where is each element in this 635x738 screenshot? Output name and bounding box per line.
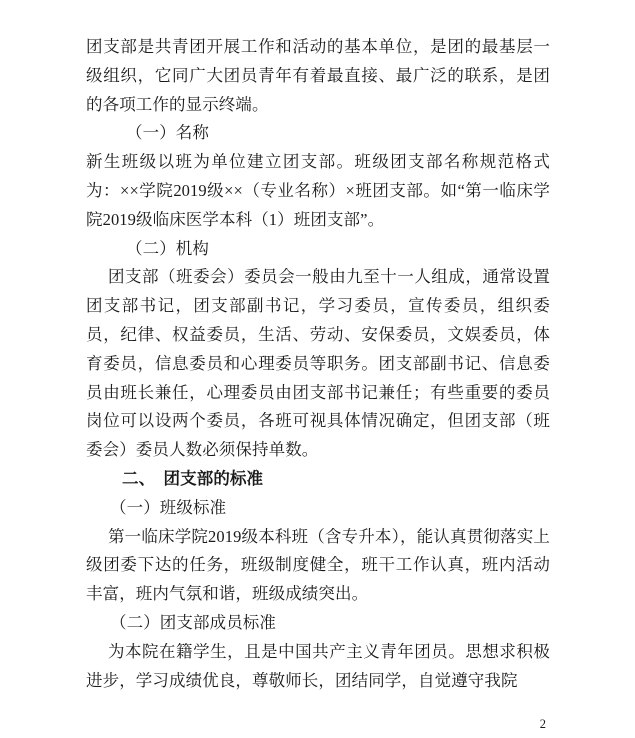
paragraph-class-standard: 第一临床学院2019级本科班（含专升本），能认真贯彻落实上级团委下达的任务，班级制度健全，班干工作认真，班内活动丰富，班内气氛和谐，班级成绩突出。 bbox=[86, 526, 550, 604]
heading-class-standard: （一）班级标准 bbox=[110, 497, 227, 517]
page-number: 2 bbox=[539, 717, 546, 731]
paragraph-naming-rule: 新生班级以班为单位建立团支部。班级团支部名称规范格式为：××学院2019级××（专业名称）×班团支部。如“第一临床学院2019级临床医学本科（1）班团支部”。 bbox=[86, 152, 550, 229]
heading-organization: （二）机构 bbox=[126, 238, 209, 258]
paragraph-member-standard: 为本院在籍学生，且是中国共产主义青年团员。思想求积极进步，学习成绩优良，尊敬师长，团结同学，自觉遵守我院 bbox=[86, 641, 550, 690]
paragraph-organization: 团支部（班委会）委员会一般由九至十一人组成，通常设置团支部书记，团支部副书记，学习委员，宣传委员，组织委员，纪律、权益委员，生活、劳动、安保委员，文娱委员，体育委员，信息委员和心理委员等职务。团支部副书记、信息委员由班长兼任，心理委员由团支部书记兼任；有些重要的委员岗位可以设两个委员，各班可视具体情况确定，但团支部（班委会）委员人数必须保持单数。 bbox=[86, 267, 550, 460]
heading-name: （一）名称 bbox=[126, 123, 209, 143]
heading-member-standard: （二）团支部成员标准 bbox=[110, 612, 276, 632]
intro-paragraph: 团支部是共青团开展工作和活动的基本单位，是团的最基层一级组织，它同广大团员青年有着最直接、最广泛的联系，是团的各项工作的显示终端。 bbox=[86, 37, 550, 114]
section-heading-standards: 二、 团支部的标准 bbox=[122, 468, 264, 488]
page-body-text bbox=[86, 33, 550, 695]
